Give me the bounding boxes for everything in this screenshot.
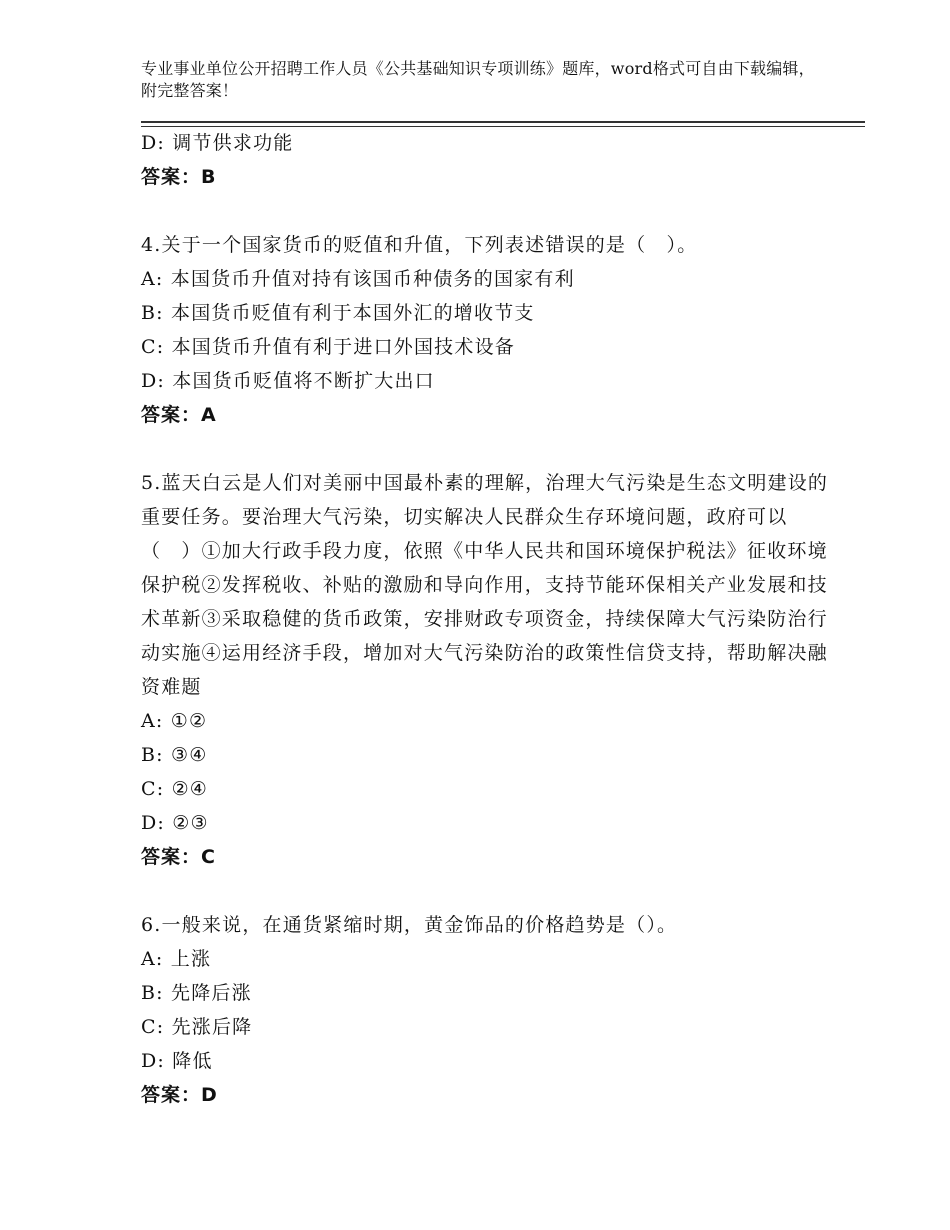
q4-option-d: D: 本国货币贬值将不断扩大出口: [141, 370, 435, 392]
page-header: 专业事业单位公开招聘工作人员《公共基础知识专项训练》题库，word格式可自由下载编辑，附完整答案！: [141, 59, 815, 100]
q5-answer: 答案：C: [141, 846, 216, 868]
q6-option-d: D: 降低: [141, 1050, 213, 1072]
q6-option-b: B: 先降后涨: [141, 982, 252, 1004]
q3-option-d: D: 调节供求功能: [141, 132, 294, 154]
q6-option-c: C: 先涨后降: [141, 1016, 253, 1038]
q4-option-a: A: 本国货币升值对持有该国币种债务的国家有利: [141, 268, 575, 290]
q5-stem: 5.蓝天白云是人们对美丽中国最朴素的理解，治理大气污染是生态文明建设的重要任务。要治理大气污染，切实解决人民群众生存环境问题，政府可以（ ）①加大行政手段力度，依照《中华人民共和国环境保护税法》征收环境保护税②发挥税收、补贴的激励和导向作用，支持节能环保相关产业发展和技术革新③采取稳健的货币政策，安排财政专项资金，持续保障大气污染防治行动实施④运用经济手段，增加对大气污染防治的政策性信贷支持，帮助解决融资难题: [141, 472, 829, 698]
q4-option-c: C: 本国货币升值有利于进口外国技术设备: [141, 336, 515, 358]
header-rule-thick: [141, 121, 865, 123]
q4-answer: 答案：A: [141, 404, 217, 426]
q6-stem: 6.一般来说，在通货紧缩时期，黄金饰品的价格趋势是（）。: [141, 914, 678, 936]
q6-answer: 答案：D: [141, 1084, 218, 1106]
spacer: [141, 432, 831, 466]
q5-option-d: D: ②③: [141, 812, 209, 834]
q3-answer: 答案：B: [141, 166, 217, 188]
q5-option-a: A: ①②: [141, 710, 208, 732]
question-content: [141, 126, 831, 1112]
q5-option-c: C: ②④: [141, 778, 209, 800]
spacer: [141, 194, 831, 228]
spacer: [141, 874, 831, 908]
q5-option-b: B: ③④: [141, 744, 208, 766]
q4-stem: 4.关于一个国家货币的贬值和升值，下列表述错误的是（ ）。: [141, 234, 698, 256]
q6-option-a: A: 上涨: [141, 948, 212, 970]
q4-option-b: B: 本国货币贬值有利于本国外汇的增收节支: [141, 302, 535, 324]
